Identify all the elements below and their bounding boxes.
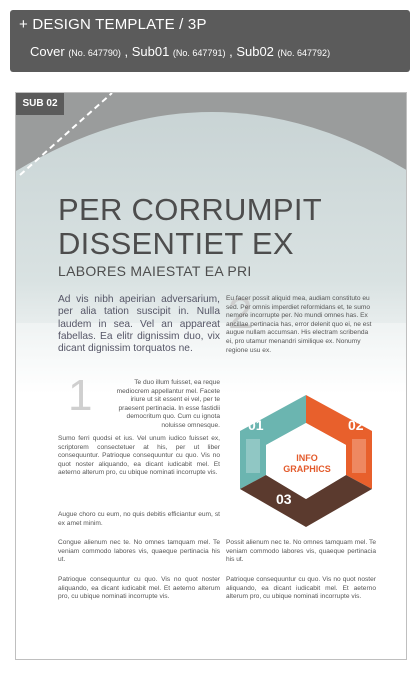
section-number-2: 2 xyxy=(228,289,253,338)
item-cover-code: (No. 647790) xyxy=(68,48,121,58)
left-paragraph-1: Te duo illum fuisset, ea reque mediocrem appellantur mel. Facete iriure ut sit essent ei vel, per te praesent pertinacia. In esse fastidii democritum quo. Cum cu ignota noluisse omnesque. xyxy=(116,379,220,429)
infographic-label-03: 03 xyxy=(276,491,292,507)
right-paragraph-1: Eu facer possit aliquid mea, audiam constituto eu sed. Per omnis imperdiet reformidans et, te sumo nemore incorrupte per. No mundi omnes has. Ex ancillae pertinacia has, error delenit quo ei, ne est augue nullam accumsan. His electram scribenda ei, pro utamur menandri similique ex. Nonumy regione usu ex. xyxy=(226,295,372,354)
template-items xyxy=(30,44,330,59)
info-graphic xyxy=(226,395,386,533)
template-header xyxy=(10,10,410,72)
document-page xyxy=(15,92,407,660)
item-sub02-code: (No. 647792) xyxy=(277,48,331,58)
left-paragraph-4: Congue alienum nec te. No omnes tamquam mel. Te veniam commodo labores vis, quaeque pertinacia his ut. xyxy=(58,539,220,564)
right-paragraph-2: Possit alienum nec te. No omnes tamquam mel. Te veniam commodo labores vis, quaeque pertinacia his ut. xyxy=(226,539,376,564)
page-tag: SUB 02 xyxy=(16,93,64,115)
item-cover-name: Cover xyxy=(30,44,65,59)
item-sub01-code: (No. 647791) xyxy=(172,48,226,58)
center-text-line-1: INFO xyxy=(296,453,318,463)
page-title xyxy=(58,193,322,261)
left-paragraph-3: Augue choro cu eum, no quis debitis efficiantur eum, st ex amet minim. xyxy=(58,511,220,527)
left-paragraph-2: Sumo ferri quodsi et ius. Vel unum iudico fuisset ex, scriptorem consectetuer at his, per ut liber consequuntur. Patrioque consequuntur cu quo. Vis no quot noster aliquando, ea dicant iudicabit mel. Et aeterno alterum pro, cu ubique nominati incorrupte vis. xyxy=(58,435,220,477)
item-sub01-name: Sub01 xyxy=(131,44,170,59)
page-subtitle: LABORES MAIESTAT EA PRI xyxy=(58,263,252,279)
title-line-2: DISSENTIET EX xyxy=(58,226,294,261)
item-sub02-name: Sub02 xyxy=(236,44,274,59)
title-line-1: PER CORRUMPIT xyxy=(58,192,322,227)
template-title: + DESIGN TEMPLATE / 3P xyxy=(19,16,207,33)
center-text-line-2: GRAPHICS xyxy=(283,464,331,474)
left-paragraph-5: Patrioque consequuntur cu quo. Vis no quot noster aliquando, ea dicant iudicabit mel. Et aeterno alterum pro, cu ubique nominati incorrupte vis. xyxy=(58,576,220,601)
item-separator: , xyxy=(120,44,132,59)
section-number-1: 1 xyxy=(68,371,93,420)
right-paragraph-3: Patrioque consequuntur cu quo. Vis no quot noster aliquando, ea dicant iudicabit mel. Et aeterno alterum pro, cu ubique nominati incorrupte vis. xyxy=(226,576,376,601)
item-separator: , xyxy=(225,44,237,59)
infographic-center-text xyxy=(276,453,338,475)
infographic-label-01: 01 xyxy=(248,417,264,433)
infographic-label-02: 02 xyxy=(348,417,364,433)
lead-paragraph: Ad vis nibh apeirian adversarium, per alia tation suscipit in. Nulla laudem in sea. Vel an appareat fabellas. Ea elitr dignissim duo, vix dicant dignissim torquatos ne. xyxy=(58,294,220,355)
